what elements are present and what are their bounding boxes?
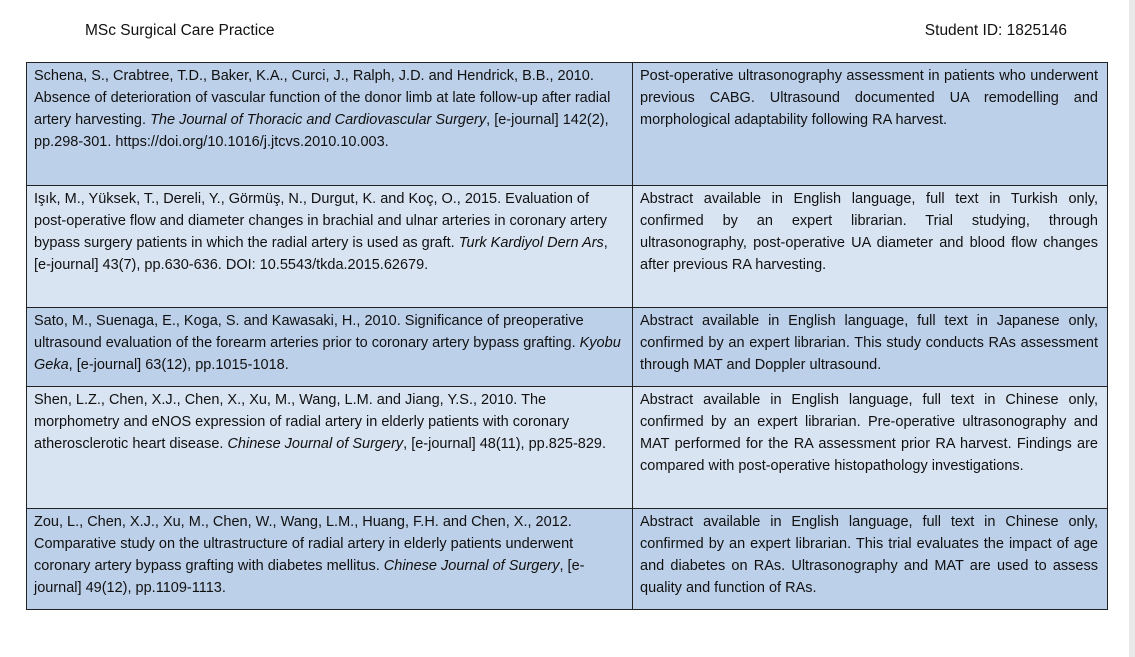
vertical-scrollbar[interactable]	[1129, 0, 1135, 657]
journal-title: Turk Kardiyol Dern Ars	[458, 235, 604, 251]
course-title: MSc Surgical Care Practice	[85, 22, 275, 39]
reference-cell	[27, 509, 633, 610]
reference-details: , [e-journal] 48(11), pp.825-829.	[403, 436, 607, 452]
reference-text: Zou, L., Chen, X.J., Xu, M., Chen, W., Wang, L.M., Huang, F.H. and Chen, X., 2012. Comparative study on the ultrastructure of radial artery in elderly patients underwent coronary artery bypass grafting with diabetes mellitus.	[34, 514, 574, 574]
journal-title: The Journal of Thoracic and Cardiovascular Surgery	[150, 112, 487, 128]
note-cell: Abstract available in English language, full text in Chinese only, confirmed by an expert librarian. Pre-operative ultrasonography and MAT performed for the RA assessment prior RA harvest. Findings are compared with post-operative histopathology investigations.	[633, 387, 1108, 509]
reference-text: Shen, L.Z., Chen, X.J., Chen, X., Xu, M., Wang, L.M. and Jiang, Y.S., 2010. The morphometry and eNOS expression of radial artery in elderly patients with coronary atherosclerotic heart disease.	[34, 392, 570, 452]
note-cell: Abstract available in English language, full text in Chinese only, confirmed by an expert librarian. This trial evaluates the impact of age and diabetes on RAs. Ultrasonography and MAT are used to assess quality and function of RAs.	[633, 509, 1108, 610]
table-row	[27, 63, 1108, 186]
reference-text: Işık, M., Yüksek, T., Dereli, Y., Görmüş, N., Durgut, K. and Koç, O., 2015. Evaluation of post-operative flow and diameter changes in brachial and ulnar arteries in coronary artery bypass surgery patients in which the radial artery is used as graft.	[34, 191, 608, 251]
table-row	[27, 509, 1108, 610]
reference-cell	[27, 186, 633, 308]
reference-text: Sato, M., Suenaga, E., Koga, S. and Kawasaki, H., 2010. Significance of preoperative ultrasound evaluation of the forearm arteries prior to coronary artery bypass grafting.	[34, 313, 584, 351]
table-row	[27, 308, 1108, 387]
reference-cell	[27, 63, 633, 186]
journal-title: Chinese Journal of Surgery	[383, 558, 560, 574]
journal-title: Chinese Journal of Surgery	[227, 436, 404, 452]
reference-cell	[27, 308, 633, 387]
reference-cell	[27, 387, 633, 509]
table-row	[27, 387, 1108, 509]
note-cell: Abstract available in English language, full text in Japanese only, confirmed by an expert librarian. This study conducts RAs assessment through MAT and Doppler ultrasound.	[633, 308, 1108, 387]
reference-details: , [e-journal] 49(12), pp.1109-1113.	[34, 558, 585, 596]
page-header	[85, 22, 1067, 42]
references-table	[26, 62, 1108, 610]
reference-details: , [e-journal] 142(2), pp.298-301. https://doi.org/10.1016/j.jtcvs.2010.10.003.	[34, 112, 609, 150]
note-cell: Post-operative ultrasonography assessment in patients who underwent previous CABG. Ultrasound documented UA remodelling and morphological adaptability following RA harvest.	[633, 63, 1108, 186]
note-cell: Abstract available in English language, full text in Turkish only, confirmed by an expert librarian. Trial studying, through ultrasonography, post-operative UA diameter and blood flow changes after previous RA harvesting.	[633, 186, 1108, 308]
reference-details: , [e-journal] 63(12), pp.1015-1018.	[68, 357, 289, 373]
reference-details: , [e-journal] 43(7), pp.630-636. DOI: 10.5543/tkda.2015.62679.	[34, 235, 608, 273]
table-row	[27, 186, 1108, 308]
student-id: Student ID: 1825146	[924, 22, 1067, 39]
journal-title: Kyobu Geka	[34, 335, 621, 373]
reference-text: Schena, S., Crabtree, T.D., Baker, K.A., Curci, J., Ralph, J.D. and Hendrick, B.B., 2010. Absence of deterioration of vascular function of the donor limb at late follow-up after radial artery harvesting.	[34, 68, 611, 128]
